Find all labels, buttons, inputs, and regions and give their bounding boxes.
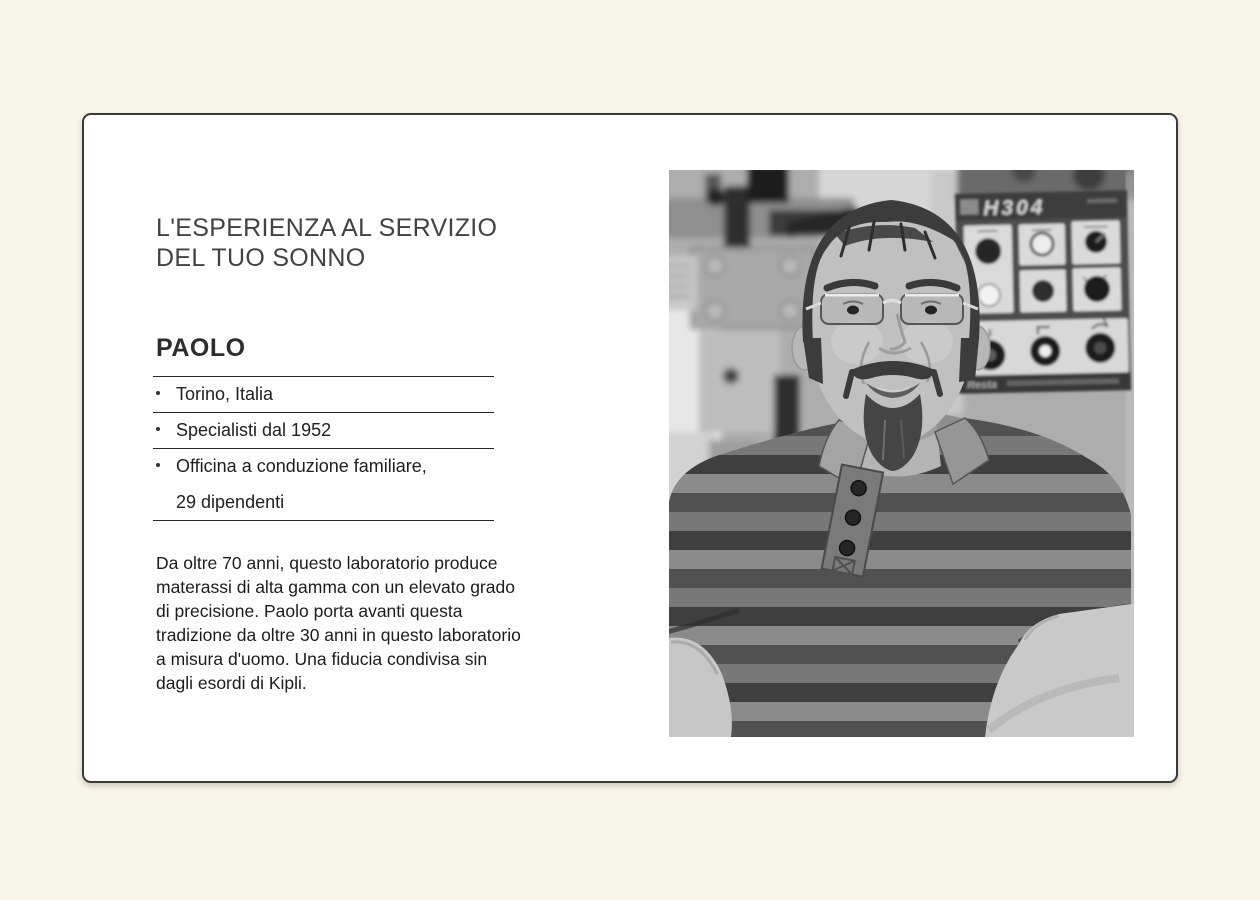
fact-text: Officina a conduzione familiare, 29 dipendenti [176, 456, 427, 512]
fact-text: Torino, Italia [176, 384, 274, 404]
section-title-line1: L'ESPERIENZA AL SERVIZIO [156, 214, 498, 242]
craftsman-name: PAOLO [156, 334, 246, 362]
bullet-dot-icon [153, 454, 176, 514]
section-title [156, 213, 497, 273]
bullet-dot-icon [153, 382, 176, 406]
craftsman-profile-card [82, 113, 1178, 783]
fact-text: Specialisti dal 1952 [176, 420, 332, 440]
bullet-dot-icon [153, 418, 176, 442]
fact-row [153, 448, 494, 520]
machine-model-label: H304 [983, 195, 1046, 221]
craftsman-description: Da oltre 70 anni, questo laboratorio produce materassi di alta gamma con un elevato grado di precisione. Paolo porta avanti questa tradizione da oltre 30 anni in questo laboratorio a misura d'uomo. Una fiducia condivisa sin dagli esordi di Kipli. [156, 553, 521, 693]
paolo-photo-illustration [669, 170, 1134, 737]
paolo-photo [669, 170, 1134, 737]
fact-row [153, 376, 494, 412]
fact-row [153, 412, 494, 448]
machine-brand-label: Resta [966, 379, 998, 392]
facts-list [153, 376, 494, 521]
section-title-line2: DEL TUO SONNO [156, 244, 366, 272]
